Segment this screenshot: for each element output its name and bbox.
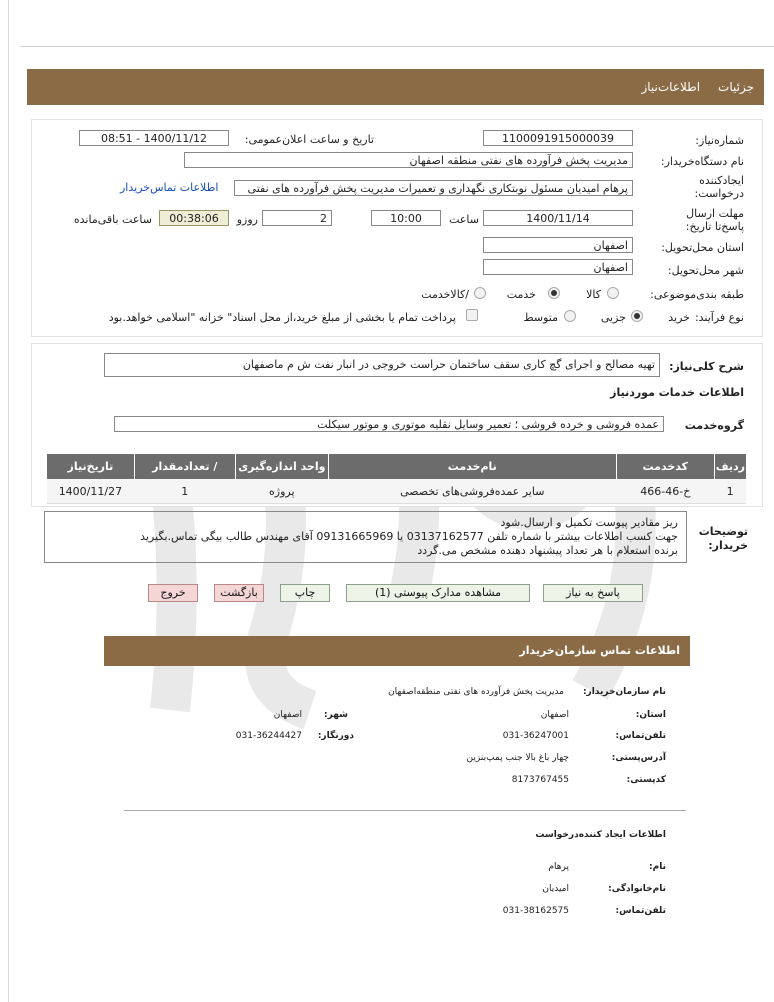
category-goods-radio[interactable] bbox=[607, 287, 619, 299]
category-service-radio[interactable] bbox=[548, 287, 560, 299]
creator-name-value: پرهام bbox=[548, 862, 569, 872]
process-minor-radio[interactable] bbox=[631, 310, 643, 322]
announce-label: تاریخ و ساعت اعلان‌عمومی: bbox=[244, 133, 374, 146]
cell-date: 1400/11/27 bbox=[47, 479, 135, 504]
creator-family-value: امیدیان bbox=[542, 884, 569, 894]
process-medium-label: متوسط bbox=[523, 311, 558, 324]
creator-phone-label: تلفن‌تماس: bbox=[615, 906, 666, 916]
col-unit: واحد اندازه‌گیری bbox=[235, 454, 328, 479]
creator-phone-value: 031-38162575 bbox=[502, 906, 569, 916]
page-header bbox=[27, 69, 764, 105]
creator-label: ایجادکننده درخواست: bbox=[694, 174, 744, 200]
col-date: تاریخ‌نیاز bbox=[47, 454, 135, 479]
contact-province-value: اصفهان bbox=[540, 710, 569, 720]
category-goods-label: کالا bbox=[586, 288, 601, 301]
need-number-field: 1100091915000039 bbox=[483, 130, 633, 146]
tab-need-info[interactable]: اطلاعات‌نیاز bbox=[641, 80, 701, 94]
contact-org-label: نام سازمان‌خریدار: bbox=[582, 687, 666, 697]
contact-city-value: اصفهان bbox=[273, 710, 302, 720]
province-field: اصفهان bbox=[483, 237, 633, 253]
contact-address-value: چهار باغ بالا جنب پمپ‌بنزین bbox=[466, 753, 569, 763]
announce-field: 1400/11/12 - 08:51 bbox=[79, 130, 229, 146]
reply-button[interactable]: پاسخ به نیاز bbox=[543, 584, 643, 602]
left-border bbox=[8, 0, 9, 1002]
col-name: نام‌خدمت bbox=[328, 454, 616, 479]
creator-info-title: اطلاعات ایجاد کننده‌درخواست bbox=[535, 830, 666, 840]
cell-qty: 1 bbox=[134, 479, 235, 504]
print-button[interactable]: چاپ bbox=[280, 584, 330, 602]
service-group-label: گروه‌خدمت bbox=[684, 419, 744, 432]
creator-name-label: نام: bbox=[649, 862, 666, 872]
contact-province-label: استان: bbox=[635, 710, 666, 720]
remaining-time: 00:38:06 bbox=[159, 210, 229, 226]
exit-button[interactable]: خروج bbox=[148, 584, 198, 602]
col-row: ردیف bbox=[714, 454, 746, 479]
process-medium-radio[interactable] bbox=[564, 310, 576, 322]
buyer-org-label: نام دستگاه‌خریدار: bbox=[660, 155, 744, 168]
services-title: اطلاعات خدمات موردنیاز bbox=[610, 386, 744, 399]
services-table bbox=[46, 454, 746, 504]
remaining-label: ساعت باقی‌مانده bbox=[73, 213, 152, 226]
category-goods-service-radio[interactable] bbox=[474, 287, 486, 299]
contact-address-label: آدرس‌پستی: bbox=[611, 753, 666, 763]
contact-city-label: شهر: bbox=[324, 710, 348, 720]
contact-org-value: مدیریت پخش فرآورده های نفتی منطقه‌اصفهان bbox=[388, 687, 564, 697]
city-label: شهر محل‌تحویل: bbox=[667, 264, 744, 277]
contact-postal-value: 8173767455 bbox=[511, 775, 569, 785]
deadline-date-field: 1400/11/14 bbox=[483, 210, 633, 226]
treasury-payment-checkbox[interactable] bbox=[466, 309, 478, 321]
category-service-label: خدمت bbox=[506, 288, 536, 301]
category-label: طبقه بندی‌موضوعی: bbox=[650, 288, 744, 301]
category-goods-service-label: /کالاخدمت bbox=[421, 288, 469, 301]
col-code: کدخدمت bbox=[616, 454, 714, 479]
contact-divider bbox=[124, 810, 686, 811]
table-row bbox=[47, 479, 747, 504]
contact-fax-value: 031-36244427 bbox=[235, 731, 302, 741]
deadline-time-field: 10:00 bbox=[371, 210, 441, 226]
notes-line-1: ریز مقادیر پیوست تکمیل و ارسال.شود bbox=[500, 516, 678, 529]
table-header-row bbox=[47, 454, 747, 479]
city-field: اصفهان bbox=[483, 259, 633, 275]
need-number-label: شماره‌نیاز: bbox=[695, 134, 744, 147]
cell-row: 1 bbox=[714, 479, 746, 504]
buyer-contact-header: اطلاعات تماس سازمان‌خریدار bbox=[104, 636, 690, 666]
time-label: ساعت bbox=[449, 213, 479, 226]
col-qty: / تعدادمقدار bbox=[134, 454, 235, 479]
contact-phone-value: 031-36247001 bbox=[502, 731, 569, 741]
buyer-contact-link[interactable]: اطلاعات تماس‌خریدار bbox=[120, 181, 219, 194]
notes-box bbox=[44, 511, 687, 563]
buyer-org-field: مدیریت پخش فرآورده های نفتی منطقه اصفهان bbox=[184, 152, 633, 168]
deadline-label: مهلت ارسال پاسخ‌تا تاریخ: bbox=[685, 207, 744, 233]
attachments-button[interactable]: مشاهده مدارک پیوستی (1) bbox=[346, 584, 530, 602]
cell-unit: پروژه bbox=[235, 479, 328, 504]
province-label: استان محل‌تحویل: bbox=[661, 241, 744, 254]
notes-label: توضیحات خریدار: bbox=[698, 525, 748, 552]
treasury-payment-note: پرداخت تمام یا بخشی از مبلغ خرید،از محل اسناد" خزانه "اسلامی خواهد.بود bbox=[108, 311, 456, 324]
contact-fax-label: دورنگار: bbox=[317, 731, 354, 741]
process-buy-label: خرید bbox=[668, 311, 690, 324]
tab-details[interactable]: جزئیات bbox=[718, 80, 754, 94]
cell-code: خ-46-466 bbox=[616, 479, 714, 504]
contact-phone-label: تلفن‌تماس: bbox=[615, 731, 666, 741]
process-label: نوع فرآیند: bbox=[694, 311, 744, 324]
notes-line-2: جهت کسب اطلاعات بیشتر با شماره تلفن 03137162577 یا 09131665969 آقای مهندس طالب بیگی تماس.بگیرید bbox=[140, 530, 678, 543]
creator-field: پرهام امیدیان مسئول نوبتکاری نگهداری و تعمیرات مدیریت پخش فرآورده های نفتی bbox=[234, 180, 633, 196]
summary-field: تهیه مصالح و اجرای گچ کاری سقف ساختمان حراست خروجی در انبار نفت ش م ماصفهان bbox=[104, 353, 660, 377]
notes-line-3: برنده استعلام با هر تعداد پیشنهاد دهنده مشخص می.گردد bbox=[417, 544, 678, 557]
process-minor-label: جزیی bbox=[600, 311, 626, 324]
creator-family-label: نام‌خانوادگی: bbox=[608, 884, 666, 894]
days-field: 2 bbox=[262, 210, 332, 226]
service-group-field: عمده فروشی و خرده فروشی ؛ تعمیر وسایل نقلیه موتوری و موتور سیکلت bbox=[114, 416, 664, 432]
days-label: روزو bbox=[236, 213, 258, 226]
top-divider bbox=[20, 46, 774, 47]
back-button[interactable]: بازگشت bbox=[214, 584, 264, 602]
contact-postal-label: کد‌پستی: bbox=[626, 775, 666, 785]
cell-name: سایر عمده‌فروشی‌های تخصصی bbox=[328, 479, 616, 504]
summary-label: شرح کلی‌نیاز: bbox=[669, 360, 744, 373]
